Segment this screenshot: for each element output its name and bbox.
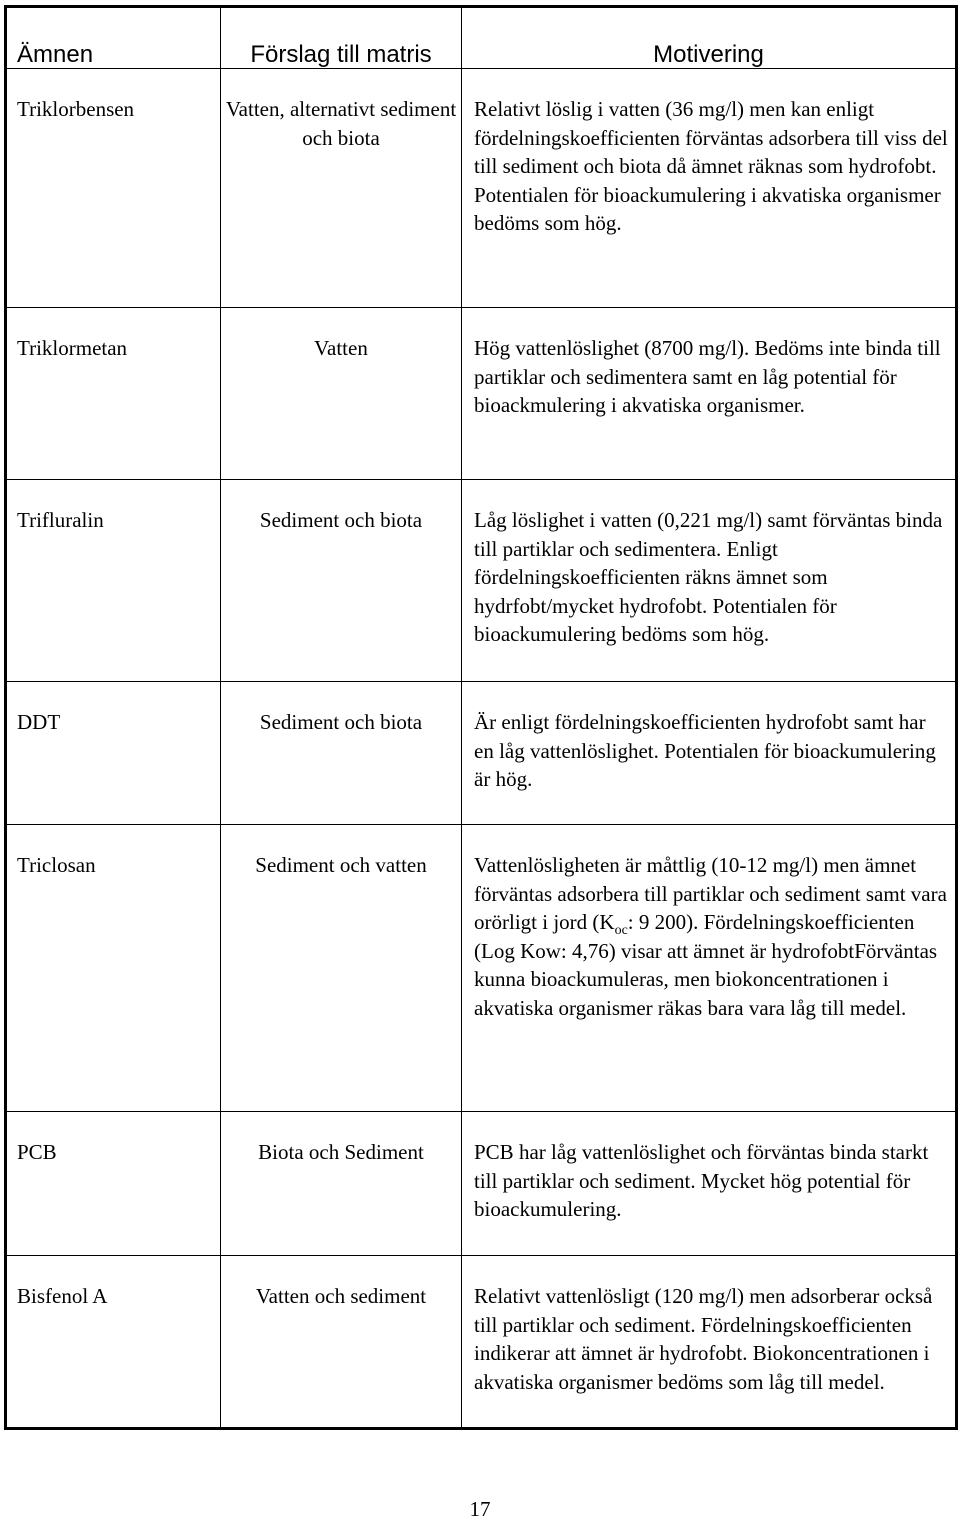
substance-table: [4, 5, 958, 1430]
motivation-cell: PCB har låg vattenlöslighet och förväntas binda starkt till partiklar och sediment. Mycket hög potential för bioackumulering.: [462, 1112, 957, 1256]
table-row: [6, 682, 957, 825]
table-row: [6, 308, 957, 480]
table-row: [6, 1112, 957, 1256]
table-row: [6, 825, 957, 1112]
matrix-cell: Biota och Sediment: [221, 1112, 462, 1256]
motivation-cell: Relativt vattenlösligt (120 mg/l) men adsorberar också till partiklar och sediment. Fördelningskoefficienten indikerar att ämnet är hydrofobt. Biokoncentrationen i akvatiska organismer bedöms som låg till medel.: [462, 1256, 957, 1429]
table-header-row: [6, 7, 957, 69]
table-row: [6, 69, 957, 308]
motivation-subscript: oc: [614, 923, 628, 939]
substance-cell: PCB: [6, 1112, 221, 1256]
header-matrix: Förslag till matris: [221, 7, 462, 69]
table-row: [6, 480, 957, 682]
matrix-cell: Sediment och vatten: [221, 825, 462, 1112]
motivation-cell: Låg löslighet i vatten (0,221 mg/l) samt förväntas binda till partiklar och sedimentera. Enligt fördelningskoefficienten räkns ämnet som hydrfobt/mycket hydrofobt. Potentialen för bioackumulering bedöms som hög.: [462, 480, 957, 682]
matrix-cell: Vatten: [221, 308, 462, 480]
substance-cell: DDT: [6, 682, 221, 825]
matrix-cell: Vatten, alternativt sediment och biota: [221, 69, 462, 308]
table-row: [6, 1256, 957, 1429]
motivation-text-before: Vattenlösligheten är måttlig (10-12 mg/l) men ämnet förväntas adsorbera till partiklar och sediment samt vara orörligt i jord (K: [474, 853, 947, 934]
substance-cell: Trifluralin: [6, 480, 221, 682]
substance-cell: Bisfenol A: [6, 1256, 221, 1429]
substance-cell: Triklormetan: [6, 308, 221, 480]
motivation-cell: Relativt löslig i vatten (36 mg/l) men kan enligt fördelningskoefficienten förväntas adsorbera till viss del till sediment och biota då ämnet räknas som hydrofobt. Potentialen för bioackumulering i akvatiska organismer bedöms som hög.: [462, 69, 957, 308]
header-substance: Ämnen: [6, 7, 221, 69]
matrix-cell: Vatten och sediment: [221, 1256, 462, 1429]
substance-cell: Triklorbensen: [6, 69, 221, 308]
motivation-cell: Hög vattenlöslighet (8700 mg/l). Bedöms inte binda till partiklar och sedimentera samt en låg potential för bioackmulering i akvatiska organismer.: [462, 308, 957, 480]
header-motivation: Motivering: [462, 7, 957, 69]
matrix-cell: Sediment och biota: [221, 682, 462, 825]
page-number: 17: [469, 1497, 491, 1521]
substance-cell: Triclosan: [6, 825, 221, 1112]
matrix-cell: Sediment och biota: [221, 480, 462, 682]
motivation-cell: [462, 825, 957, 1112]
motivation-text-after: : 9 200). Fördelningskoefficienten (Log Kow: 4,76) visar att ämnet är hydrofobtFörväntas kunna bioackumuleras, men biokoncentrationen i akvatiska organismer räkas bara vara låg till medel.: [474, 910, 938, 1020]
motivation-cell: Är enligt fördelningskoefficienten hydrofobt samt har en låg vattenlöslighet. Potentialen för bioackumulering är hög.: [462, 682, 957, 825]
